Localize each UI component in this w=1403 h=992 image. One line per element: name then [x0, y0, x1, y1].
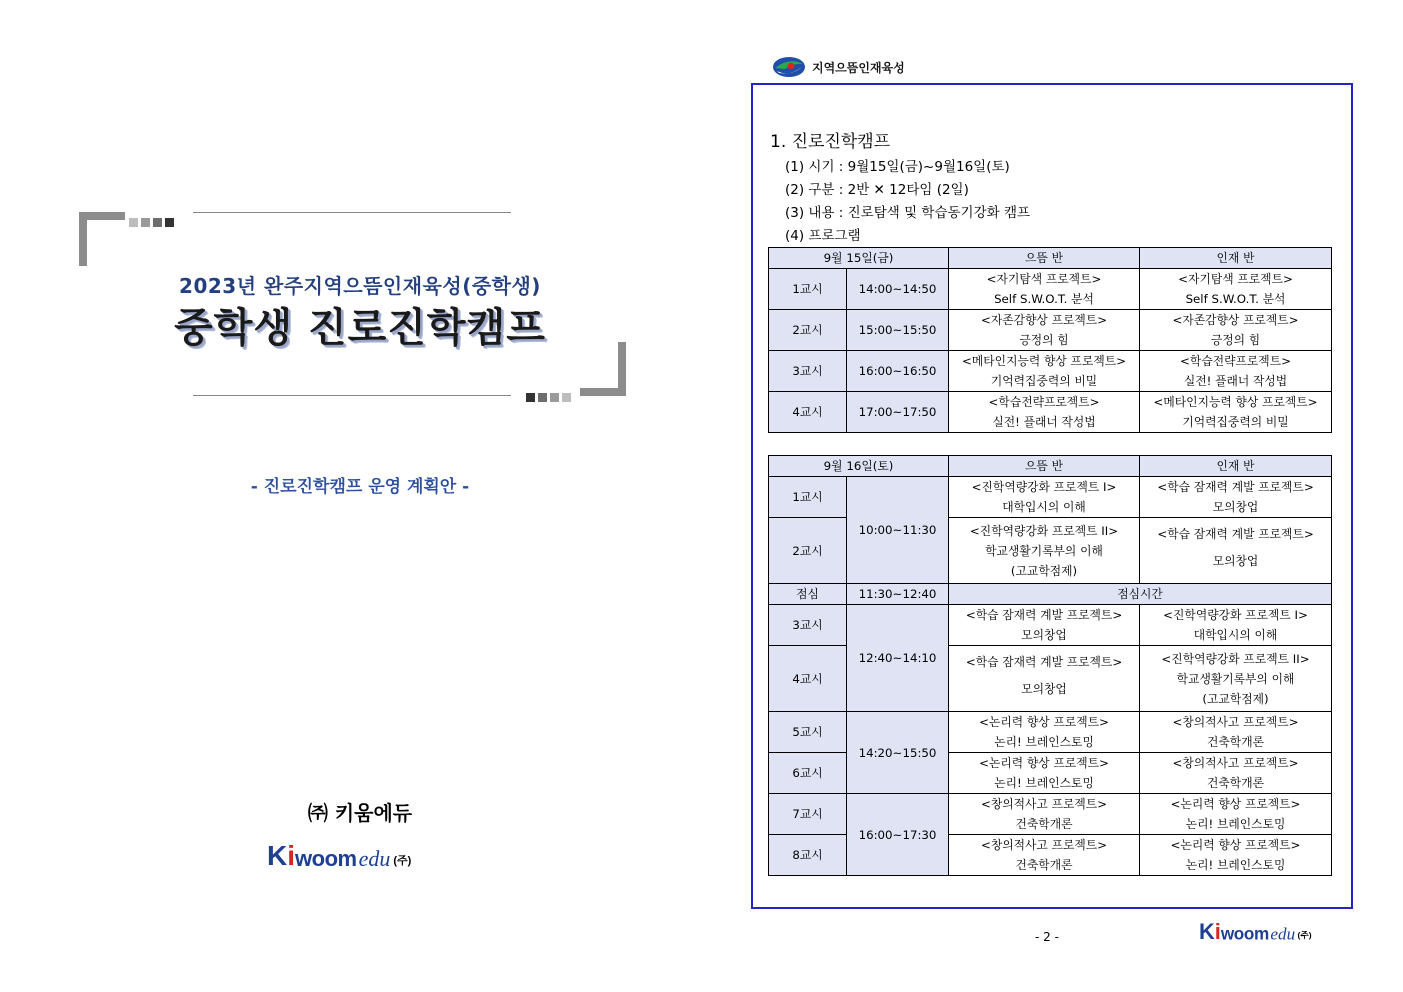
time-cell: 15:00~15:50: [847, 310, 949, 351]
period-cell: 4교시: [769, 392, 847, 433]
logo-edu: edu: [1270, 924, 1296, 944]
program-title: <논리력 향상 프로젝트>: [1170, 838, 1301, 852]
program-title: <진학역량강화 프로젝트 I>: [1163, 608, 1308, 622]
table-row: [769, 605, 1332, 646]
day1-schedule-table: [768, 247, 1332, 433]
table-header-row: [769, 248, 1332, 269]
table-row: [769, 392, 1332, 433]
program-title: <자존감향상 프로젝트>: [980, 313, 1108, 327]
class-b-cell: [1140, 518, 1332, 584]
class-b-cell: [1140, 269, 1332, 310]
bracket-top-left-vertical: [79, 212, 87, 266]
program-title: <진학역량강화 프로젝트 II>: [1161, 651, 1310, 666]
program-topic: 모의창업: [1212, 553, 1259, 568]
program-title: <진학역량강화 프로젝트 I>: [971, 480, 1117, 494]
section-title: 1. 진로진학캠프: [770, 132, 891, 152]
program-topic: 논리! 브레인스토밍: [994, 776, 1094, 790]
day2-schedule-table: [768, 455, 1332, 876]
logo-woom: woom: [1220, 924, 1269, 944]
header-date: 9월 15일(금): [769, 248, 949, 269]
program-topic: Self S.W.O.T. 분석: [1185, 292, 1286, 306]
class-b-cell: [1140, 392, 1332, 433]
lunch-row: [769, 584, 1332, 605]
class-a-cell: [949, 269, 1140, 310]
program-title: <창의적사고 프로젝트>: [980, 838, 1108, 852]
program-topic: 건축학개론: [1015, 858, 1073, 872]
table-row: [769, 477, 1332, 518]
program-topic: 기억력집중력의 비밀: [990, 374, 1098, 388]
logo-woom: woom: [295, 846, 357, 871]
class-b-cell: [1140, 753, 1332, 794]
program-topic: 논리! 브레인스토밍: [994, 735, 1094, 749]
program-title: <창의적사고 프로젝트>: [1172, 715, 1299, 729]
period-cell: 7교시: [769, 794, 847, 835]
program-title: <창의적사고 프로젝트>: [980, 797, 1108, 811]
program-title: <논리력 향상 프로젝트>: [1170, 797, 1301, 811]
logo-i: i: [1214, 919, 1221, 944]
header-class-b: 인재 반: [1140, 248, 1332, 269]
period-cell: 5교시: [769, 712, 847, 753]
time-cell: 11:30~12:40: [847, 584, 949, 605]
program-topic: 건축학개론: [1015, 817, 1073, 831]
footer-kiwoom-edu-logo: [1199, 921, 1312, 943]
program-topic: Self S.W.O.T. 분석: [994, 292, 1094, 306]
logo-corp: (주): [1297, 931, 1312, 941]
program-title: <메타인지능력 향상 프로젝트>: [962, 354, 1127, 368]
class-b-cell: [1140, 712, 1332, 753]
program-topic: 실전! 플래너 작성법: [992, 415, 1096, 429]
logo-edu: edu: [358, 846, 391, 871]
period-cell: 2교시: [769, 310, 847, 351]
class-a-cell: [949, 351, 1140, 392]
top-rule: [193, 212, 511, 213]
org-name: 지역으뜸인재육성: [812, 61, 905, 75]
time-cell: 12:40~14:10: [847, 605, 949, 712]
table-row: [769, 351, 1332, 392]
program-topic: 논리! 브레인스토밍: [1185, 817, 1286, 831]
item-content: (3) 내용 : 진로탐색 및 학습동기강화 캠프: [785, 205, 1031, 221]
period-cell: 6교시: [769, 753, 847, 794]
class-b-cell: [1140, 794, 1332, 835]
class-a-cell: [949, 646, 1140, 712]
program-title: <학습 잠재력 계발 프로젝트>: [965, 608, 1123, 622]
program-topic: 긍정의 힘: [1210, 333, 1261, 347]
table-row: [769, 310, 1332, 351]
bottom-rule: [193, 395, 511, 396]
program-topic: 학교생활기록부의 이해: [1176, 671, 1295, 686]
time-cell: 14:00~14:50: [847, 269, 949, 310]
class-a-cell: [949, 477, 1140, 518]
bracket-top-squares: [129, 212, 177, 231]
program-title: <학습 잠재력 계발 프로젝트>: [1157, 526, 1314, 541]
program-title: <자기탐색 프로젝트>: [1178, 272, 1293, 286]
period-cell: 4교시: [769, 646, 847, 712]
period-cell: 1교시: [769, 477, 847, 518]
class-a-cell: [949, 835, 1140, 876]
period-cell: 1교시: [769, 269, 847, 310]
class-a-cell: [949, 794, 1140, 835]
period-cell: 3교시: [769, 605, 847, 646]
kiwoom-edu-logo: [267, 842, 411, 870]
class-a-cell: [949, 518, 1140, 584]
company-name: ㈜ 키움에듀: [307, 801, 413, 825]
program-title: <논리력 향상 프로젝트>: [979, 715, 1109, 729]
logo-corp: (주): [393, 855, 412, 867]
time-cell: 16:00~17:30: [847, 794, 949, 876]
program-note: (고교학점제): [1202, 691, 1269, 706]
class-b-cell: [1140, 835, 1332, 876]
program-topic: 모의창업: [1212, 500, 1259, 514]
class-b-cell: [1140, 646, 1332, 712]
program-title: <메타인지능력 향상 프로젝트>: [1153, 395, 1318, 409]
program-title: <자기탐색 프로젝트>: [986, 272, 1102, 286]
class-a-cell: [949, 392, 1140, 433]
lunch-cell: 점심시간: [949, 584, 1332, 605]
item-program: (4) 프로그램: [785, 228, 861, 244]
header-date: 9월 16일(토): [769, 456, 949, 477]
header-class-a: 으뜸 반: [949, 456, 1140, 477]
class-a-cell: [949, 605, 1140, 646]
class-b-cell: [1140, 605, 1332, 646]
header-class-b: 인재 반: [1140, 456, 1332, 477]
page-number: - 2 -: [1035, 930, 1059, 944]
program-topic: 기억력집중력의 비밀: [1182, 415, 1289, 429]
cover-title: 중학생 진로진학캠프: [174, 305, 546, 351]
time-cell: 16:00~16:50: [847, 351, 949, 392]
program-title: <논리력 향상 프로젝트>: [979, 756, 1109, 770]
cover-plan-title: - 진로진학캠프 운영 계획안 -: [250, 477, 470, 497]
program-title: <자존감향상 프로젝트>: [1172, 313, 1299, 327]
table-row: [769, 269, 1332, 310]
program-topic: 모의창업: [1021, 628, 1067, 642]
class-b-cell: [1140, 351, 1332, 392]
class-a-cell: [949, 712, 1140, 753]
program-topic: 건축학개론: [1207, 735, 1264, 749]
class-b-cell: [1140, 310, 1332, 351]
org-emblem-icon: [771, 55, 807, 79]
logo-k: K: [1199, 919, 1215, 944]
program-note: (고교학점제): [1010, 563, 1078, 578]
table-header-row: [769, 456, 1332, 477]
bracket-bottom-right-horizontal: [580, 388, 626, 396]
program-topic: 대학입시의 이해: [1002, 500, 1086, 514]
table-row: [769, 794, 1332, 835]
program-topic: 건축학개론: [1207, 776, 1264, 790]
logo-i: i: [287, 840, 296, 871]
period-cell: 8교시: [769, 835, 847, 876]
class-a-cell: [949, 753, 1140, 794]
program-title: <학습 잠재력 계발 프로젝트>: [965, 654, 1123, 669]
bracket-bottom-squares: [526, 387, 574, 406]
time-cell: 10:00~11:30: [847, 477, 949, 584]
cover-subtitle: 2023년 완주지역으뜸인재육성(중학생): [179, 274, 541, 298]
period-cell: 3교시: [769, 351, 847, 392]
class-a-cell: [949, 310, 1140, 351]
program-topic: 실전! 플래너 작성법: [1183, 374, 1288, 388]
program-topic: 대학입시의 이해: [1193, 628, 1278, 642]
logo-k: K: [267, 840, 288, 871]
item-period: (1) 시기 : 9월15일(금)~9월16일(토): [785, 159, 1010, 175]
period-cell: 2교시: [769, 518, 847, 584]
program-topic: 모의창업: [1021, 681, 1067, 696]
time-cell: 14:20~15:50: [847, 712, 949, 794]
program-title: <학습전략프로젝트>: [988, 395, 1100, 409]
program-topic: 학교생활기록부의 이해: [985, 543, 1103, 558]
time-cell: 17:00~17:50: [847, 392, 949, 433]
table-row: [769, 712, 1332, 753]
program-title: <학습전략프로젝트>: [1180, 354, 1291, 368]
class-b-cell: [1140, 477, 1332, 518]
bracket-top-left-horizontal: [79, 212, 125, 220]
program-topic: 논리! 브레인스토밍: [1185, 858, 1286, 872]
header-class-a: 으뜸 반: [949, 248, 1140, 269]
program-title: <진학역량강화 프로젝트 II>: [969, 523, 1119, 538]
period-cell: 점심: [769, 584, 847, 605]
program-topic: 긍정의 힘: [1019, 333, 1069, 347]
program-title: <학습 잠재력 계발 프로젝트>: [1157, 480, 1314, 494]
program-title: <창의적사고 프로젝트>: [1172, 756, 1299, 770]
item-division: (2) 구분 : 2반 ✕ 12타임 (2일): [785, 182, 969, 198]
